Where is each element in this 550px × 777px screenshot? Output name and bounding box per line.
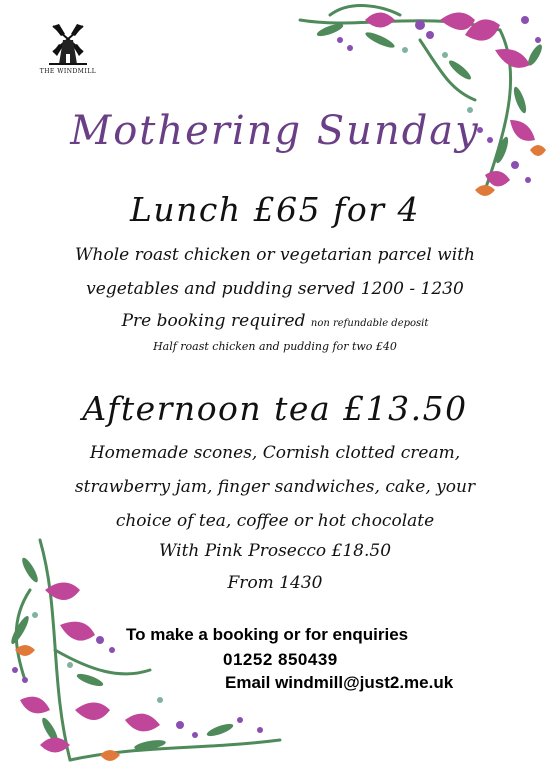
floral-corner-top-right	[270, 0, 550, 210]
tea-description-line-1: Homemade scones, Cornish clotted cream,	[89, 443, 461, 463]
lunch-booking-text: Pre booking required	[121, 311, 306, 331]
lunch-deposit-note: non refundable deposit	[310, 318, 429, 329]
tea-start-time: From 1430	[227, 573, 323, 593]
booking-enquiries-text: To make a booking or for enquiries	[126, 625, 409, 644]
tea-description-line-2: strawberry jam, finger sandwiches, cake, your	[74, 477, 476, 497]
lunch-booking-line	[0, 311, 550, 331]
tea-prosecco-option: With Pink Prosecco £18.50	[158, 541, 392, 561]
logo-text: THE WINDMILL	[39, 68, 97, 75]
lunch-description-line-2: vegetables and pudding served 1200 - 1230	[86, 279, 464, 299]
lunch-half-option: Half roast chicken and pudding for two £40	[153, 340, 397, 353]
afternoon-tea-heading: Afternoon tea £13.50	[82, 389, 468, 428]
phone-number[interactable]: 01252 850439	[223, 650, 338, 669]
email-address[interactable]: Email windmill@just2.me.uk	[225, 673, 454, 692]
tea-description-line-3: choice of tea, coffee or hot chocolate	[115, 511, 435, 531]
page-title: Mothering Sunday	[70, 108, 480, 154]
lunch-description-line-1: Whole roast chicken or vegetarian parcel with	[75, 245, 475, 265]
windmill-logo	[38, 20, 98, 86]
lunch-heading: Lunch £65 for 4	[130, 190, 420, 229]
windmill-icon	[45, 20, 91, 66]
